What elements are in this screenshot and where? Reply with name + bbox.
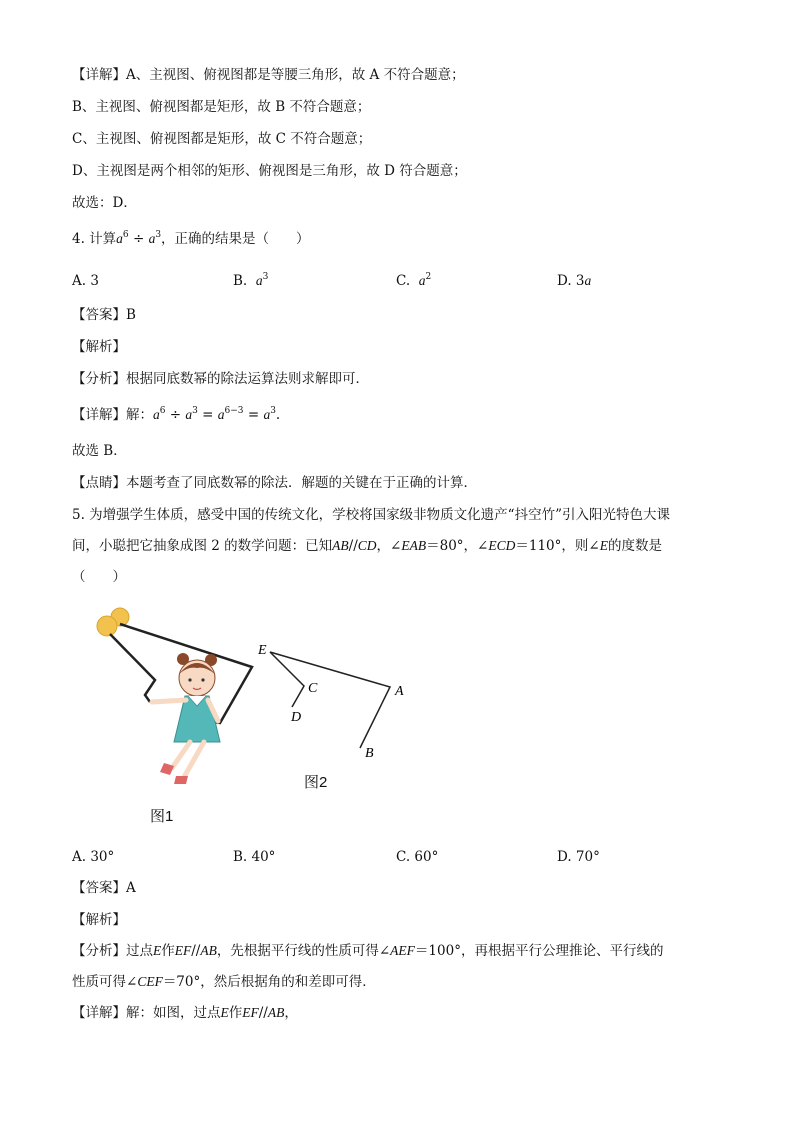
- text: 间，小聪把它抽象成图 2 的数学问题：已知: [72, 538, 333, 554]
- q4-stem-prefix: 4. 计算: [72, 231, 117, 247]
- var-a: a: [255, 273, 263, 288]
- exp-2: 2: [425, 272, 432, 282]
- text: 作: [161, 943, 175, 959]
- q4-option-b: [233, 272, 268, 290]
- q5-stem-line-2: [72, 537, 662, 555]
- point-B-label: B: [365, 746, 374, 761]
- parallel-symbol: //: [258, 1005, 268, 1021]
- option-letter: D. 3: [557, 273, 585, 289]
- q5-jiexi: 【解析】: [72, 912, 126, 928]
- q3-detail-line-5: 故选：D．: [72, 195, 137, 211]
- q4-choose: 故选 B．: [72, 443, 127, 459]
- text: ，: [284, 1005, 298, 1021]
- option-letter: C.: [396, 273, 411, 289]
- text: ＝100°，再根据平行公理推论、平行线的: [414, 943, 664, 959]
- var-CD: CD: [357, 538, 377, 553]
- q5-option-a: A. 30°: [72, 849, 115, 865]
- q4-stem: 4. 计算$a^6 \div a^3$，正确的结果是（ ）: [72, 230, 310, 247]
- parallel-symbol: //: [348, 538, 358, 554]
- q5-detail: [72, 1004, 298, 1022]
- q5-option-c: C. 60°: [396, 849, 439, 865]
- text: ，先根据平行线的性质可得∠: [216, 943, 391, 959]
- detail-prefix: 【详解】解：: [72, 407, 153, 423]
- q4-option-a: A. 3: [72, 273, 99, 289]
- text: 【详解】解：如图，过点: [72, 1005, 221, 1021]
- line-E-A-B: [270, 652, 390, 748]
- q5-stem-line-3: （ ）: [72, 569, 126, 585]
- var-EF: EF: [242, 1005, 259, 1020]
- q3-detail-line-3: C、主视图、俯视图都是矩形，故 C 不符合题意；: [72, 131, 372, 147]
- figure-1-label: 图1: [150, 808, 174, 825]
- point-A-label: A: [395, 684, 404, 699]
- var-AB: AB: [200, 943, 217, 958]
- q4-option-c: [396, 272, 431, 290]
- q4-option-d: [557, 272, 591, 290]
- exp-3: 3: [155, 230, 162, 240]
- figure-2-geometry: [257, 643, 404, 761]
- var-a: a: [418, 273, 426, 288]
- var-a: a: [153, 407, 160, 422]
- point-D-label: D: [291, 710, 302, 725]
- parallel-symbol: //: [191, 943, 201, 959]
- var-AB: AB: [332, 538, 349, 553]
- q5-option-b: B. 40°: [233, 849, 276, 865]
- var-EAB: EAB: [401, 538, 427, 553]
- text: 作: [228, 1005, 243, 1021]
- exp-3: 3: [262, 272, 269, 282]
- q5-fenxi-line-1: [72, 942, 663, 960]
- q4-dianjing: 【点睛】本题考查了同底数幂的除法．解题的关键在于正确的计算．: [72, 475, 477, 491]
- text: 的度数是: [607, 538, 662, 554]
- var-AEF: AEF: [390, 943, 415, 958]
- var-a: a: [584, 273, 592, 288]
- q5-answer: 【答案】A: [72, 880, 136, 896]
- text: 【分析】过点: [72, 943, 153, 959]
- q3-detail-line-2: B、主视图、俯视图都是矩形，故 B 不符合题意；: [72, 99, 371, 115]
- text: ＝110°，则∠: [515, 538, 600, 554]
- var-a: a: [217, 407, 225, 422]
- var-E: E: [599, 538, 608, 553]
- var-E: E: [220, 1005, 229, 1020]
- text: ＝80°，∠: [426, 538, 489, 554]
- q5-fenxi-line-2: [72, 973, 376, 991]
- var-AB: AB: [267, 1005, 285, 1020]
- q3-detail-line-1: 【详解】A、主视图、俯视图都是等腰三角形，故 A 不符合题意；: [72, 67, 465, 83]
- q4-answer: 【答案】B: [72, 307, 136, 323]
- q5-option-d: D. 70°: [557, 849, 600, 865]
- text: ＝70°，然后根据角的和差即可得．: [162, 974, 376, 990]
- var-a: a: [185, 407, 193, 422]
- text: ，∠: [376, 538, 402, 554]
- point-E-label: E: [258, 643, 267, 658]
- var-E: E: [153, 943, 162, 958]
- var-a: a: [263, 407, 271, 422]
- text: 性质可得∠: [72, 974, 138, 990]
- figure-1-illustration: [97, 608, 252, 784]
- var-EF: EF: [174, 943, 192, 958]
- exp-6-3: 6−3: [224, 406, 244, 416]
- figure-2-label: 图2: [304, 774, 328, 791]
- exp-6: 6: [122, 230, 129, 240]
- q5-figure: [80, 600, 440, 830]
- point-C-label: C: [308, 681, 318, 696]
- var-CEF: CEF: [137, 974, 163, 989]
- exp-3: 3: [192, 406, 198, 416]
- q4-jiexi: 【解析】: [72, 339, 126, 355]
- q5-stem-line-1: 5. 为增强学生体质，感受中国的传统文化，学校将国家级非物质文化遗产“抖空竹”引入阳光特色大课: [72, 507, 670, 523]
- option-letter: B.: [233, 273, 248, 289]
- q3-detail-line-4: D、主视图是两个相邻的矩形、俯视图是三角形，故 D 符合题意；: [72, 163, 467, 179]
- var-ECD: ECD: [488, 538, 516, 553]
- q4-fenxi: 【分析】根据同底数幂的除法运算法则求解即可．: [72, 371, 369, 387]
- q4-stem-suffix: ，正确的结果是（ ）: [161, 231, 310, 247]
- var-a: a: [116, 231, 123, 246]
- var-a: a: [148, 231, 156, 246]
- exp-6: 6: [159, 406, 166, 416]
- exp-3: 3: [270, 406, 276, 416]
- q4-detail: 【详解】解：$a^6 \div a^3 = a^{6-3} = a^3$.: [72, 406, 281, 423]
